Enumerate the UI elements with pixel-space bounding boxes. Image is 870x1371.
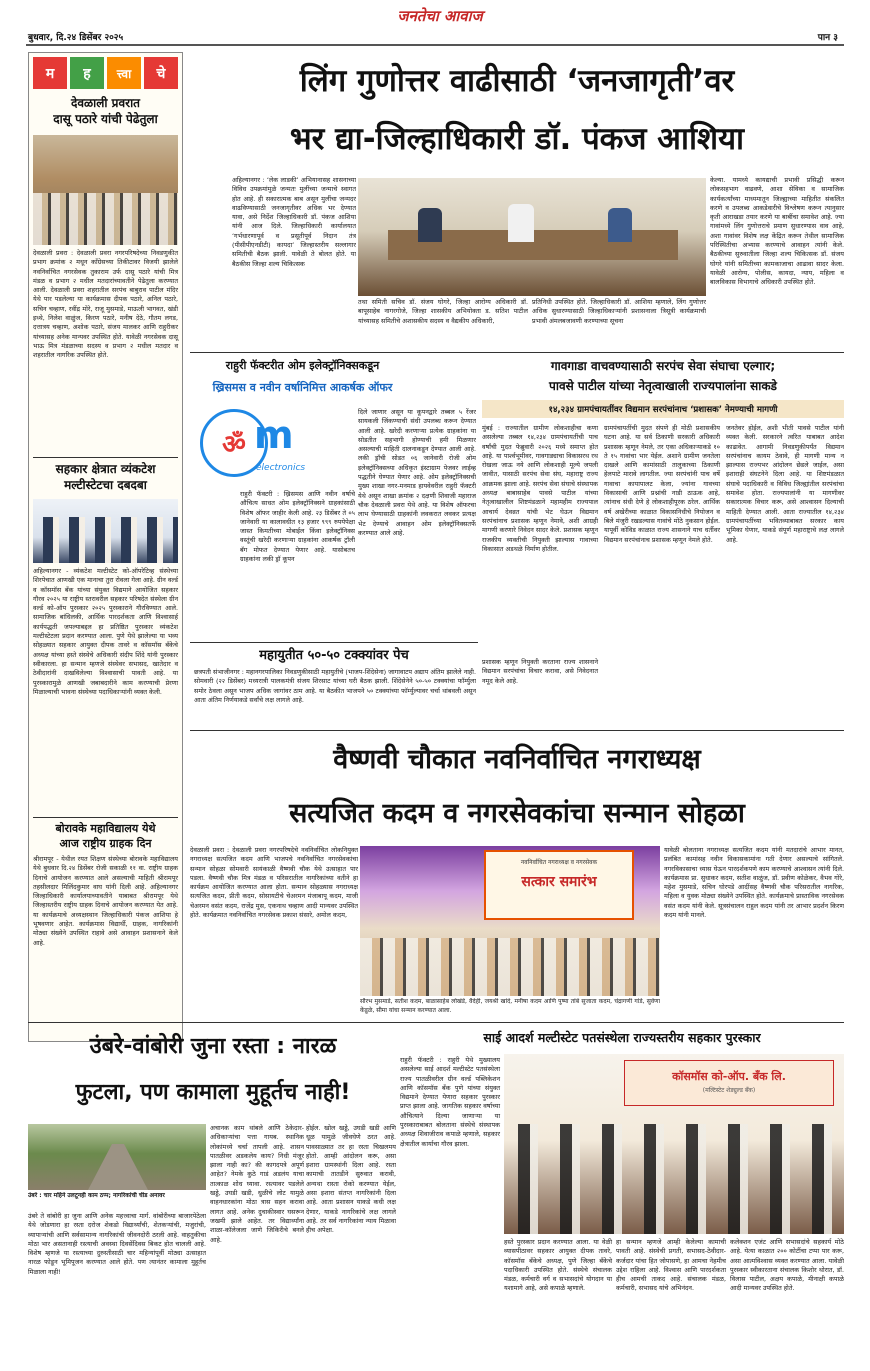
sai-col3b: कलेक्शन एजंट आणि सभासदांचे सहकार्य मोठे आहे. येत्या काळात २०० कोटींचा टप्पा पार करू, असा आत्मविश्वास व्यक्त करण्यात आला. यावेळी पुरस्कार स्वीकारताना संचालक किशोर थोरात, डॉ. विलास पाटील, अक्षय कपाळे, मीनाक्षी कपाळे आदी मान्यवर उपस्थित होते. [730,1238,844,1293]
sidebar-story1-photo [33,135,178,245]
sidebar-story1-headline: देवळाली प्रवरात दासू पठारे यांची पेढेतुला [53,96,158,126]
sidebar-story3-headline: बोरावके महाविद्यालय येथे आज राष्ट्रीय ग्राहक दिन [55,822,156,850]
sidebar [28,52,183,1042]
sai-col1b: हस्ते पुरस्कार प्रदान करण्यात आला. या वेळी व्यासपीठावर सहकार आयुक्त दीपक तावरे, कॉसमॉस बँकेचे अध्यक्ष, पुणे जिल्हा बँकेचे पदाधिकारी उपस्थित होते. संस्थेचे संचालक मंडळ, कर्मचारी वर्ग व सभासदांचे योगदान या यशामागे आहे, असे कपाळे म्हणाले. [504,1238,612,1293]
sidebar-story2-body: अहिल्यानगर - व्यंकटेश मल्टीस्टेट को-ऑपरेटिव्ह संस्थेच्या शिरपेचात आणखी एक मानाचा तुरा रोवला गेला आहे. ग्रीन वर्ल्ड व कॉसमॉस बँक यांच्या संयुक्त विद्यमाने आयोजित सहकार गौरव २०२५ या राष्ट्रीय स्तरावरील सहकार परिषदेत संस्थेला ग्रीन वर्ल्ड को-ऑप पुरस्कार २०२५ पुरस्काराने गौरविण्यात आले. सामाजिक बांधिलकी, आर्थिक पारदर्शकता आणि विश्वासार्ह कार्यपद्धती जपल्याबद्दल हा प्रतिष्ठित पुरस्कार व्यंकटेश मल्टीस्टेटला प्रदान करण्यात आला. पुणे येथे झालेल्या या भव्य सोहळ्यात सहकार आयुक्त दीपक तावरे व कॉसमॉस बँकेचे अध्यक्ष यांच्या हस्ते संस्थेचे अधिकारी संदीप शिंदे यांनी पुरस्कार स्वीकारला. हा सन्मान म्हणजे संस्थेवर सभासद, खातेदार व ठेवीदारांनी दाखविलेल्या विश्वासाची पावती आहे. या पुरस्कारामुळे आणखी जबाबदारीने काम करण्याची प्रेरणा मिळाल्याची भावना संस्थेच्या पदाधिकाऱ्यांनी व्यक्त केली. [33,567,178,696]
gavgada-subhead: १४,२३४ ग्रामपंचायतींवर विद्यमान सरपंचांनाच ‘प्रशासक’ नेमण्याची मागणी [482,400,844,418]
umbre-headline: उंबरे-वांबोरी जुना रस्ता : नारळ फुटला, पण कामाला मुहूर्तच नाही! [75,1034,351,1105]
gavgada-col3: जनतेवर होईल, अशी भीती पावसे पाटील यांनी व्यक्त केली. सरकारने त्वरित याबाबत आदेश काढावेत. आगामी निवडणुकीपर्यंत विद्यमान सरपंचांनाच कायम ठेवावे, ही मागणी मान्य न झाल्यास राज्यभर आंदोलन छेडले जाईल, असा इशाराही संघटनेने दिला आहे. या शिष्टमंडळात संघाचे पदाधिकारी व विविध जिल्ह्यांतील सरपंचांचा समावेश होता. राज्यपालांनी या मागणीवर सकारात्मक विचार करू, असे आश्वासन दिल्याची माहिती देण्यात आली. आता राज्यातील १४,२३४ ग्रामपंचायतींच्या भवितव्याबाबत सरकार काय भूमिका घेणार, याकडे संपूर्ण महाराष्ट्राचे लक्ष लागले आहे. [726,424,844,544]
gavgada-box [482,356,844,724]
masthead-rule [26,44,844,46]
vaishnavi-banner: नवनिर्वाचित नगराध्यक्ष व नगरसेवक सत्कार समारंभ [484,850,634,920]
rahuri-offer-col2: दिले जाणार असून या कूपनद्वारे तब्बल ५ रेंजर सायकली जिंकण्याची संधी उपलब्ध करून देण्यात आली आहे. खरेदी करणाऱ्या प्रत्येक ग्राहकांना या सोडतीत सहभागी होण्याची हमी मिळणार असल्याची माहिती दालनाकडून देण्यात आली आहे. लकी ड्रॉची सोडत ०६ जानेवारी रोजी ओम इलेक्ट्रॉनिक्सच्या अधिकृत इंस्टाग्राम पेजवर लाईव्ह पद्धतीने घेण्यात येणार आहे. ओम इलेक्ट्रॉनिक्सची मुख्य शाखा नगर-मनमाड हायवेवरील राहुरी फॅक्टरी येथे असून शाखा क्रमांक २ दक्षणी शिवाजी महाराज चौक देवळाली प्रवरा येथे आहे. या विशेष ऑफरचा लाभ घेण्यासाठी ग्राहकांनी लवकरात लवकर प्रत्यक्ष भेट देण्याचे आवाहन ओम इलेक्ट्रॉनिक्सतर्फे करण्यात आले आहे. [358,408,476,537]
page-number: पान ३ [817,33,838,43]
gavgada-col1: मुंबई : राज्यातील ग्रामीण लोकशाहीचा कणा असलेल्या तब्बल १४,२३४ ग्रामपंचायतींची पाच वर्षांची मुदत फेब्रुवारी २०२६ मध्ये समाप्त होत आहे. या पार्श्वभूमीवर, गावगाड्याचा विकासरथ रथ रोखला जाऊ नये आणि लोकशाही मूल्ये जपली जावीत, यासाठी सरपंच सेवा संघ, महाराष्ट्र राज्य आक्रमक झाला आहे. सरपंच सेवा संघाचे संस्थापक अध्यक्ष बाबासाहेब पावसे पाटील यांच्या नेतृत्वाखालील शिष्टमंडळाने महामहीम राज्यपाल आचार्य देवव्रत यांची भेट घेऊन विद्यमान सरपंचांनाच प्रशासक म्हणून नेमावे, अशी आग्रही मागणी करणारे निवेदन सादर केले. प्रशासक म्हणून राजकीय व्यक्तीची नियुक्ती झाल्यास गावाच्या विकासात अडथळे निर्माण होतील. [482,424,598,553]
sai-box [400,1024,844,1346]
mahayuti-body: छत्रपती संभाजीनगर : महानगरपालिका निवडणुकीसाठी महायुतीचे (भाजप-शिंदेसेना) जागावाटप अद्याप अंतिम झालेले नाही. सोमवारी (२२ डिसेंबर) मध्यरात्री पालकमंत्री संजय शिरसाट यांच्या घरी बैठक झाली. शिंदेसेनेने ५०-५० टक्क्यांचा फॉर्म्युला समोर ठेवला असून भाजप अधिक जागांवर ठाम आहे. या बैठकीत भाजपने ५० टक्क्यांच्या फॉर्म्युल्यावर चर्चा थांबवली असून आता अंतिम निर्णयाकडे सर्वांचे लक्ष लागले आहे. [194,668,476,704]
umbre-col2: अचानक काम थांबले आणि ठेकेदार-अधिकाऱ्यांचा पत्ता गायब. स्थानिक लोकांमध्ये चर्चा तापली आहे. शासन पातळीवर अडकलेय काय? निधी मंजूर झाला नाही का? की कागदपत्रे अपूर्ण आहेत? नेमके कुठे गाडं अडलंय याचा तात्काळ शोध घ्यावा. रस्त्यावर पडलेले खड्डे, उघडी खडी, धुळीचे लोट यामुळे वाहनधारकांना मोठा त्रास सहन करावा लागत आहे. अनेक दुचाकीस्वार घसरून जखमी झाले आहेत. तर विद्यार्थ्यांना शाळा-कॉलेजला जाणे जिकिरीचे बनले आहे. [210,1124,304,1244]
sidebar-story2-headline: सहकार क्षेत्रात व्यंकटेश मल्टीस्टेटचा दबदबा [55,462,156,492]
lead-col1b: तथा समिती सचिव डॉ. संजय घोगरे, जिल्हा आरोग्य अधिकारी डॉ. बापूसाहेब नागरगोजे, जिल्हा शासकीय अभियोक्ता ड. सतिश पाटील यांच्यासह समितीचे अशासकीय सदस्य व वैद्यकीय अधिकारी, [358,298,528,325]
umbre-photo [28,1124,206,1190]
umbre-col1: उंबरे ते वांबोरी हा जुना आणि अनेक महत्त्वाचा मार्ग. वांबोरीच्या बाजारपेठेला येथे जोडणारा हा रस्ता दरोज शेकडो विद्यार्थ्यांची, शेतकऱ्यांची, मजुरांची, व्यापाऱ्यांची आणि सर्वसामान्य नागरिकांची जीवनदोरी ठरली आहे. वाहतुकीचा मोठा भार असतानाही रस्त्याची अवस्था दिवसेंदिवस बिकट होत चालली आहे. विशेष म्हणजे या रस्त्याच्या दुरुस्तीसाठी चार महिन्यांपूर्वी मोठ्या उत्साहात नारळ फोडून भूमिपूजन करण्यात आले होते. पण त्यानंतर कामाला मुहूर्तच मिळाला नाही! [28,1212,206,1276]
lead-photo [358,178,706,296]
gavgada-col1b: प्रशासक म्हणून नियुक्ती करताना राज्य शासनाने विद्यमान सरपंचांचा विचार करावा, असे निवेदनात नमूद केले आहे. [482,658,598,685]
lead-col2b: प्रतिनिधी उपस्थित होते. जिल्हाधिकारी डॉ. आशिया म्हणाले, लिंग गुणोत्तर अधिक सुधारण्यासाठी जिल्हाधिकाऱ्यांनी प्रशासनाला त्रिसूत्री कार्यक्रमाची प्रभावी अंमलबजावणी करण्याच्या सूचना [532,298,706,325]
lead-col1: अहिल्यानगर : ‘लेक लाडकी’ अभियानासह शासनाच्या विविध उपक्रमांमुळे जन्मतः मुलींच्या जन्माचे स्वागत होत आहे. ही सकारात्मक बाब असून मुलींचा जन्मदर वाढविण्यासाठी जनजागृतीवर अधिक भर देण्यात यावा, असे निर्देश जिल्हाधिकारी डॉ. पंकज आशिया यांनी आज दिले. जिल्हाधिकारी कार्यालयात ‘गर्भधारणापूर्व व प्रसूतीपूर्व निदान तंत्र (पीसीपीएनडीटी) कायदा’ जिल्हास्तरीय सल्लागार समितीची बैठक झाली. यावेळी ते बोलत होते. या बैठकीस जिल्हा शल्य चिकित्सक [232,176,356,268]
sai-col2b: हा सन्मान म्हणजे आम्ही केलेल्या कामाची पावती आहे. संस्थेची प्रगती, सभासद-ठेवीदार-कर्जदार यांचा हित जोपासणे, हा आमचा नेहमीच उद्देश राहिला आहे. विश्वास आणि पारदर्शकता हीच आमची ताकद आहे. संचालक मंडळ, कर्मचारी, सभासद यांचे अभिनंदन. [616,1238,726,1293]
gavgada-headline: गावगाडा वाचवण्यासाठी सरपंच सेवा संघाचा एल्गार; पावसे पाटील यांच्या नेतृत्वाखाली राज्यपालांना साकडे [549,359,777,393]
sai-col1: राहुरी फॅक्टरी : राहुरी येथे मुख्यालय असलेल्या साई आदर्श मल्टीस्टेट पतसंस्थेला राज्य पातळीवरील ग्रीन वर्ल्ड पब्लिकेशन आणि कॉसमॉस बँक पुणे यांच्या संयुक्त विद्यमाने देण्यात येणारा सहकार पुरस्कार प्राप्त झाला आहे. जागतिक सहकार वर्षाच्या औचित्याने दिल्या जाणाऱ्या या पुरस्काराबाबत बोलताना संस्थेचे संस्थापक अध्यक्ष शिवाजीराव कपाळे म्हणाले, सहकार क्षेत्रातील कार्याचा गौरव झाला. [400,1056,500,1148]
masthead [0,0,870,44]
vaishnavi-photo [360,846,660,996]
sidebar-story2-photo [33,499,178,563]
sidebar-story1-body: देवळाली प्रवरा : देवळाली प्रवरा नगरपरिषदेच्या निवडणुकीत प्रभाग क्रमांक २ मधून काँग्रेसच्या तिकीटावर विजयी झालेले नवनिर्वाचित नगरसेवक तुकाराम उर्फ दासू पठारे यांची मित्र मंडळ व प्रभाग २ मधील मतदारांच्यावतीने पेढेतुला करण्यात आली. देवळाली प्रवरा शहरातील सरपंच बाबुराव पाटील मंदिर येथे पार पडलेल्या या कार्यक्रमास दीपक पठारे, अनिल पठारे, सचिन चव्हाण, रवींद्र मोरे, राजू मुसमाडे, माऊली भागवत, खंडी इथ्थे, निलेश वाळुंज, किरण पठारे, मनीष देठे, गौतम लगड, दत्तात्रय चव्हाण, अशोक पठारे, संजय मालकर आणि राहुरीकर यांच्यासह अनेक मान्यवर उपस्थित होते. यावेळी नगरसेवक दासू भाऊ मित्र मंडळाच्या सदस्य व प्रभाग २ मधील मतदार व शहरातील नागरिक उपस्थित होते. [33,249,178,360]
vaishnavi-headline: वैष्णवी चौकात नवनिर्वाचित नगराध्यक्ष सत्यजित कदम व नगरसेवकांचा सन्मान सोहळा [289,744,745,829]
lead-col3: केल्या. यामध्ये कायद्याची प्रभावी प्रसिद्धी करून लोकसहभाग वाढवणे, आशा सेविका व सामाजिक कार्यकर्त्यांच्या माध्यमातून जिल्ह्याच्या माहितीत संकलित करणे व उपलब्ध आकडेवारीचे विश्लेषण करून त्यानुसार कृती आराखडा तयार करणे या बाबींचा समावेश आहे. ज्या गावांमध्ये लिंग गुणोत्तराचे प्रमाण सुधारण्यास वाव आहे, अशा गावांवर विशेष लक्ष केंद्रित करून तेथील सामाजिक परिस्थितीचा अभ्यास करण्याचे आवाहन त्यांनी केले. बैठकीच्या सुरुवातीला जिल्हा शल्य चिकित्सक डॉ. संजय घोगरे यांनी समितीच्या कामकाजाचा आढावा सादर केला. यावेळी आरोग्य, पोलीस, कायदा, न्याय, महिला व बालविकास विभागाचे अधिकारी उपस्थित होते. [710,176,844,287]
gavgada-col2: ग्रामपंचायतींची मुदत संपणे ही मोठी प्रशासकीय घटना आहे. या सर्व ठिकाणी सरकारी अधिकारी प्रशासक म्हणून नेमले, तर एका अधिकाऱ्याकडे १० ते १५ गावांचा भार येईल. अशाने ग्रामीण जनतेला दाखले आणि कामांसाठी तालुकाच्या ठिकाणी हेलपाटे मारावे लागतील. ज्या सरपंचांनी पाच वर्षे गावाचा कायापालट केला, ज्यांना गावच्या विकासाची आणि प्रश्नांची नाडी ठाऊक आहे, त्यांनाच संधी देणे हे लोकशाहीपूरक ठरेल. आर्थिक वर्ष अखेरीच्या काळात विकासनिधीचे नियोजन व बिले मंजुरी रखडल्यास गावांचे मोठे नुकसान होईल. यापूर्वी कोविड काळात राज्य शासनाने याच धर्तीवर विद्यमान सरपंचांनाच प्रशासक म्हणून नेमले होते. [604,424,720,544]
om-symbol: ॐ [222,430,246,460]
tile-1: म [33,57,67,89]
lead-headline: लिंग गुणोत्तर वाढीसाठी ‘जनजागृती’वर भर द्या-जिल्हाधिकारी डॉ. पंकज आशिया [289,63,745,157]
tile-2: ह [70,57,104,89]
vaishnavi-col3: यावेळी बोलताना नगराध्यक्ष सत्यजित कदम यांनी मतदारांचे आभार मानत, प्रलंबित कामांसह नवीन विकासकामांना गती देणार असल्याचे सांगितले. नगरविकासाचा ध्यास घेऊन पारदर्शकपणे काम करण्याचे आश्वासन त्यांनी दिले. कार्यक्रमास प्रा. सुधाकर कदम, सतीश वाळुंज, डॉ. प्रवीण कोळेकर, वैभव गोरे, महेश मुसमाडे, सचिन घोरपडे आदींसह वैष्णवी चौक परिसरातील नागरिक, महिला व युवक मोठ्या संख्येने उपस्थित होते. कार्यक्रमाचे प्रास्ताविक नगरसेवक वसंत कदम यांनी केले. सूत्रसंचालन राहुल कदम यांनी तर आभार प्रदर्शन किरण कदम यांनी मानले. [664,846,844,920]
om-electronics-logo [194,405,314,487]
mahayuti-headline: महायुतीत ५०-५० टक्क्यांवर पेच [259,648,409,663]
vaishnavi-col1: देवळाली प्रवरा : देवळाली प्रवरा नगरपरिषदेचे नवनिर्वाचित लोकनियुक्त नगराध्यक्ष सत्यजित कदम आणि भाजपचे नवनिर्वाचित नगरसेवकांचा सन्मान सोहळा सोमवारी सायंकाळी वैष्णवी चौक येथे उत्साहात पार पडला. वैष्णवी चौक मित्र मंडळ व परिसरातील नागरिकांच्या वतीने हा कार्यक्रम आयोजित करण्यात आला होता. सन्मान सोहळ्यास नगराध्यक्ष सत्यजित कदम, प्रीती कदम, सोसायटीचे चेअरमन मंजाबापू कदम, माजी चेअरमन वसंत कदम, राजेंद्र मुस, एकनाथ चव्हाण आदी मान्यवर उपस्थित होते. कार्यक्रमात नवनिर्वाचित नगरसेवक प्रकाश संसारे, अमोल कदम, [190,846,358,920]
tile-4: चे [144,57,178,89]
logo-right-word: आवाज [443,7,483,25]
rahuri-offer-col1: राहुरी फॅक्टरी : ख्रिसमस आणि नवीन वर्षाचे औचित्य साधत ओम इलेक्ट्रॉनिक्सने ग्राहकांसाठी विशेष ऑफर जाहीर केली आहे. २३ डिसेंबर ते ०५ जानेवारी या कालावधीत १३ हजार ९९९ रुपयेपेक्षा जास्त किमतीच्या मोबाईल किंवा इलेक्ट्रॉनिक्स वस्तूंची खरेदी करणाऱ्या ग्राहकांना आकर्षक ट्रॉली बॅग मोफत देण्यात येणार आहे. यासोबतच ग्राहकांना लकी ड्रॉ कूपन [240,490,355,564]
sai-headline: साई आदर्श मल्टीस्टेट पतसंस्थेला राज्यस्तरीय सहकार पुरस्कार [483,1030,761,1045]
sidebar-tiles [29,53,182,93]
umbre-caption: उंबरे : चार महिने उलटूनही काम ठप्प; नागरिकांची चीड अनावर [28,1192,165,1199]
tile-3: त्त्वा [107,57,141,89]
vaishnavi-caption: सौरभ मुसमाडे, सतीश कदम, बाळासाहेब लोखंडे, वैदेही, जयश्री खांदे, मनीषा कदम आणि पुष्पा तांबे सुजाता कदम, चंद्रागणी गांडे, सुर्वणा केंडूळे, सीमा यांचा सन्मान करण्यात आला. [360,998,660,1014]
masthead-date: बुधवार, दि.२४ डिसेंबर २०२५ [28,33,124,43]
masthead-logo [370,6,510,32]
om-m-letter: m [254,413,294,457]
sidebar-story3-body: श्रीरामपूर - येथील रयत शिक्षण संस्थेच्या बोरावके महाविद्यालय येथे बुधवार दि.२४ डिसेंबर रोजी सकाळी ११ वा. राष्ट्रीय ग्राहक दिनाचे आयोजन करण्यात आले असल्याची माहिती श्रीरामपूर तहसीलदार मिलिंदकुमार वाघ यांनी दिली आहे. अहिल्यानगर जिल्हाधिकारी कार्यालयाच्यावतीने याबाबत श्रीरामपूर येथे जिल्हास्तरीय राष्ट्रीय ग्राहक दिनाचे आयोजन करण्यात येत आहे. या कार्यक्रमाचे अध्यक्षस्थान जिल्हाधिकारी पंकज आशिया हे भूषवणार आहेत. कार्यक्रमास विद्यार्थी, ग्राहक, नागरिकांनी मोठ्या संख्येने उपस्थित राहावे असे आवाहन प्रशासनाने केले आहे. [33,855,178,947]
umbre-col3: होईल. खोल खड्डे, उघडी खडी आणि धूळ यामुळे जीवघेणे ठरत आहे. पावसाळ्यात तर हा रस्ता चिखलमय होतो. आम्ही आंदोलन करू, असा इशारा ग्रामस्थांनी दिला आहे. रस्ता कामाची तातडीने सुरुवात करावी, अन्यथा रास्ता रोको करण्यात येईल, असा इशारा संतप्त नागरिकांनी दिला आहे. आता प्रशासन याकडे कधी लक्ष देणार, याकडे नागरिकांचे लक्ष लागले आहे. तर सर्व नागरिकांना न्याय मिळावा हीच अपेक्षा. [306,1124,396,1235]
sai-banner: कॉसमॉस को-ऑप. बँक लि. (मल्टिस्टेट शेड्युल्ड बँक) [624,1060,834,1106]
om-electronics-word: electronics [256,463,306,473]
logo-left-word: जनतेचा [397,7,439,25]
sai-photo [504,1054,844,1234]
rahuri-offer-headline: राहुरी फॅक्टरीत ओम इलेक्ट्रॉनिक्सकडून ख्रिसमस व नवीन वर्षानिमित्त आकर्षक ऑफर [212,359,393,394]
